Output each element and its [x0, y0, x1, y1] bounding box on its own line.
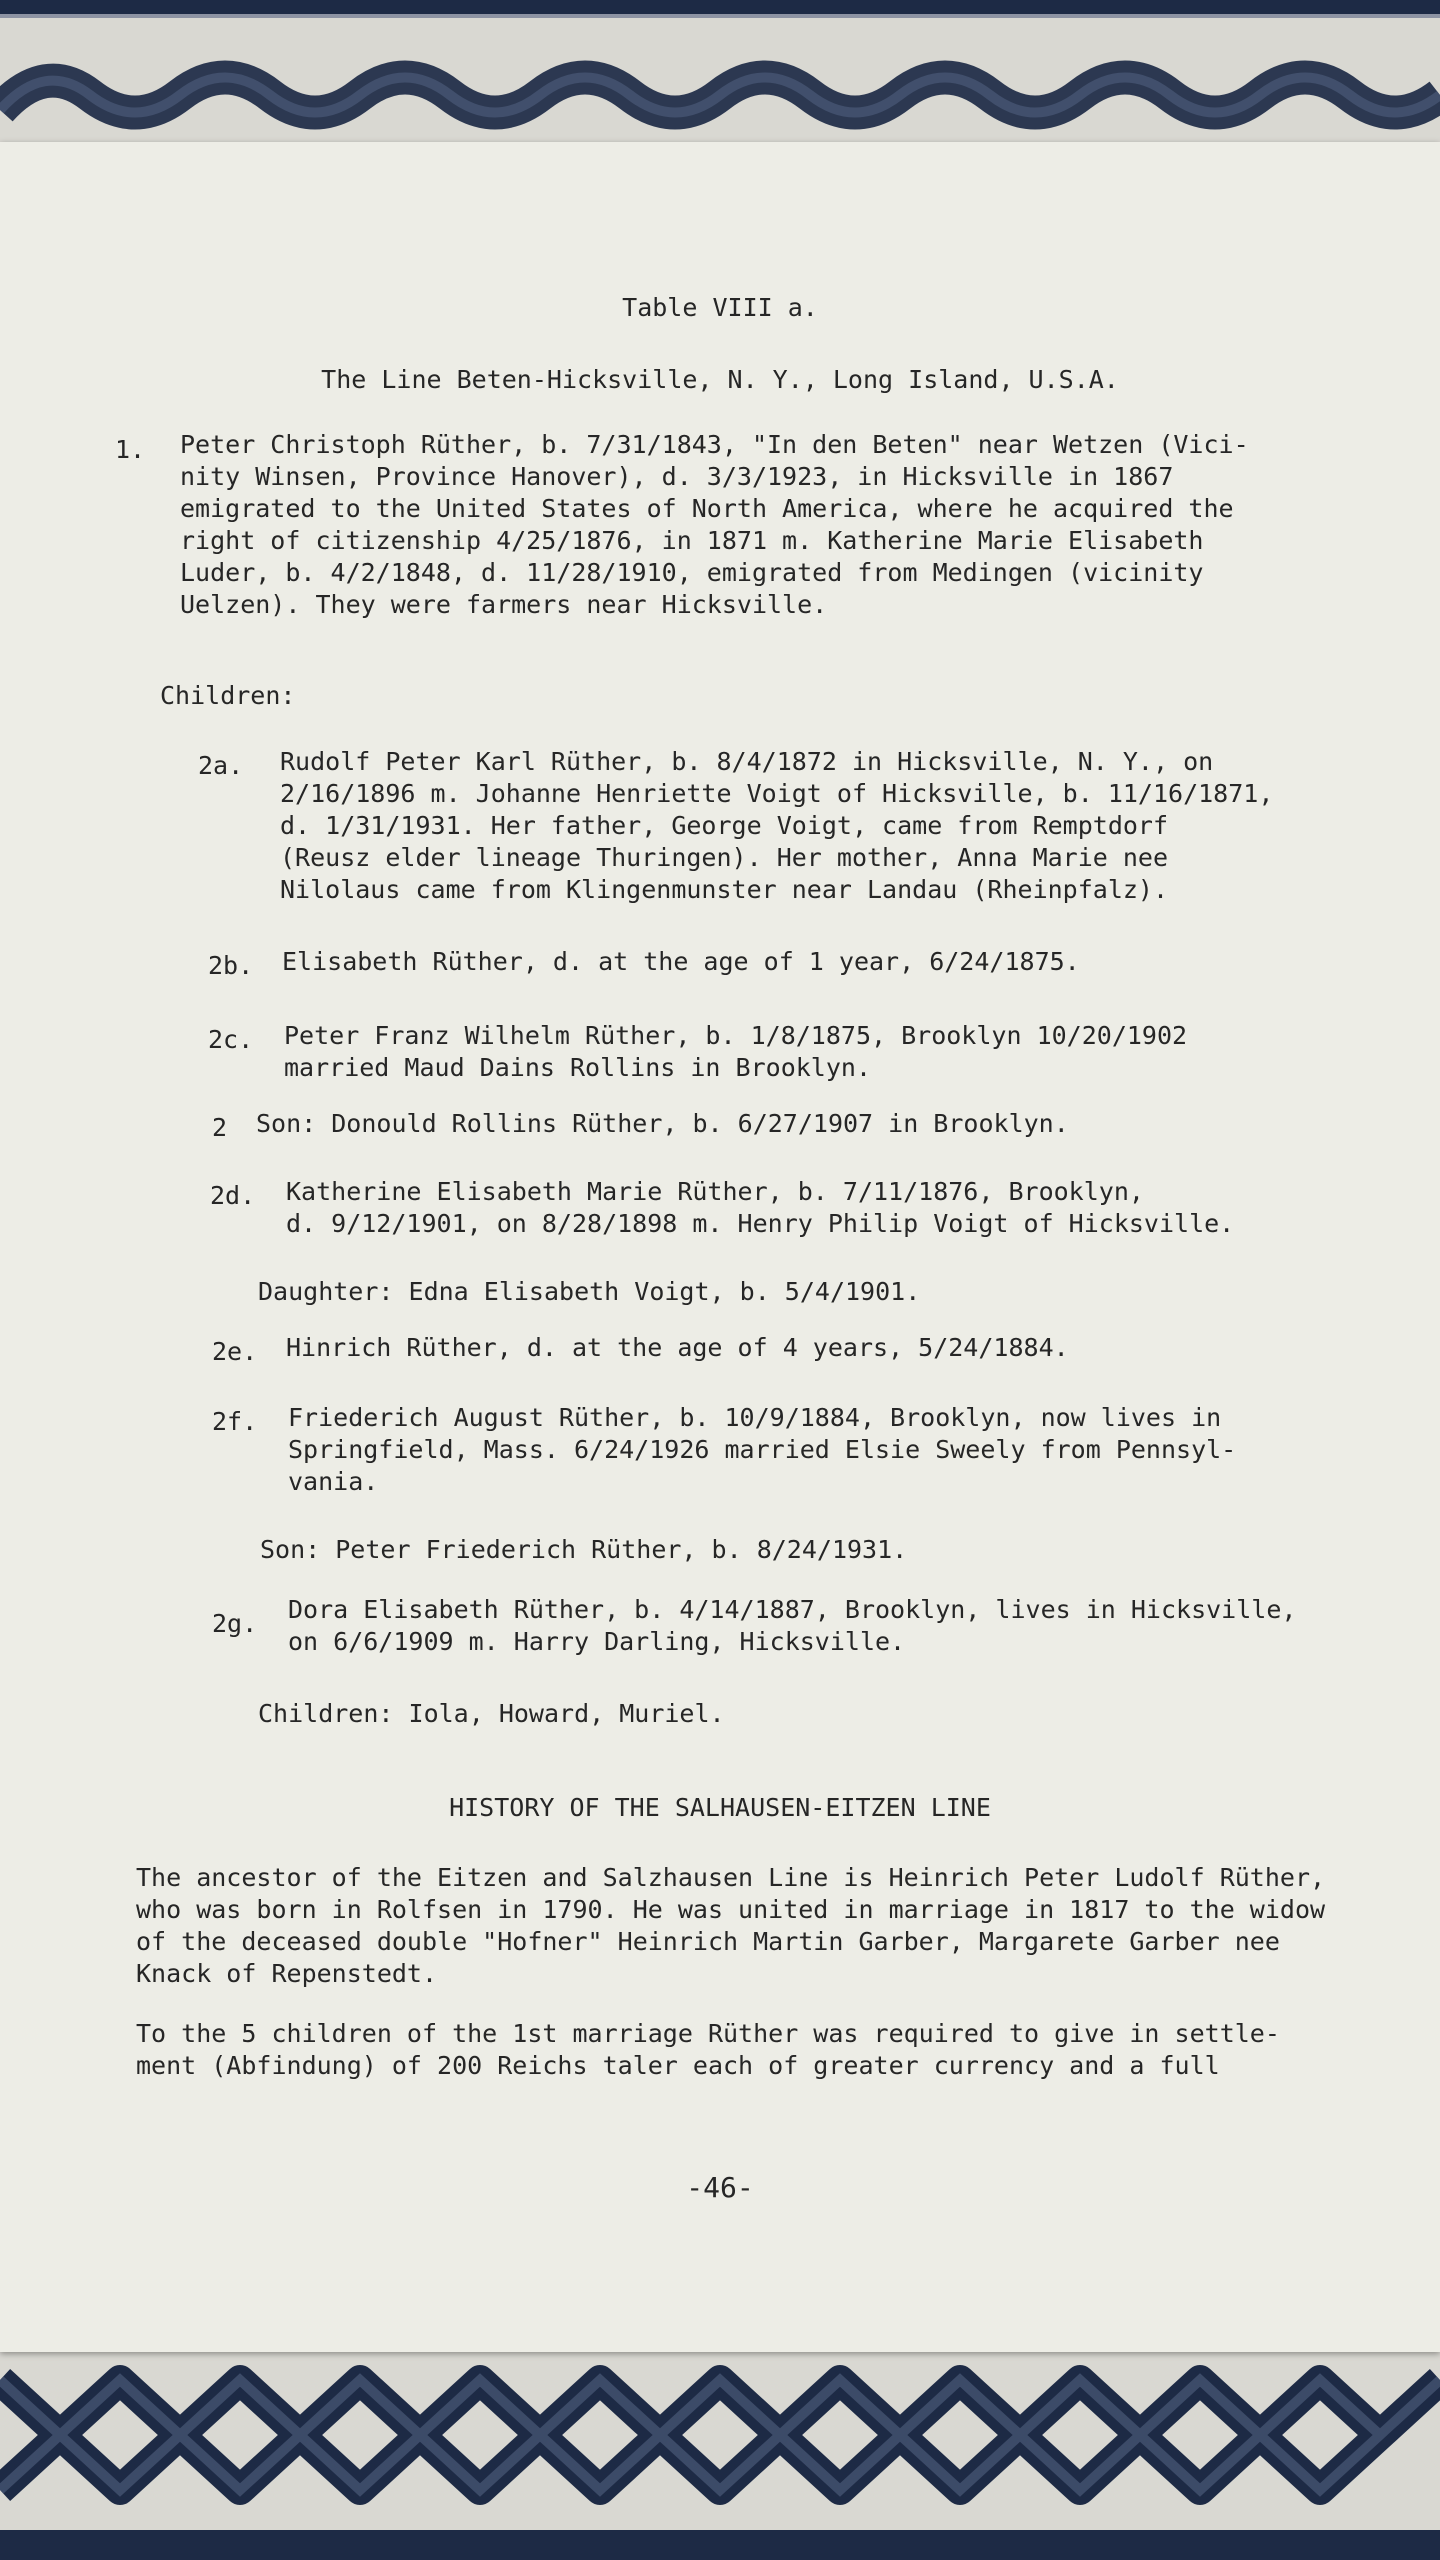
history-line: To the 5 children of the 1st marriage Rüther was required to give in settle-: [136, 2019, 1280, 2048]
entry-1-line: emigrated to the United States of North America, where he acquired the: [180, 494, 1234, 523]
entry-2a-number: 2a.: [198, 751, 244, 780]
entry-2f-line: Springfield, Mass. 6/24/1926 married Elsie Sweely from Pennsyl-: [288, 1435, 1237, 1464]
entry-2c-line: Peter Franz Wilhelm Rüther, b. 1/8/1875, Brooklyn 10/20/1902: [284, 1021, 1188, 1050]
daughter-2d-text: Daughter: Edna Elisabeth Voigt, b. 5/4/1901.: [258, 1277, 921, 1306]
entry-2b-text: [282, 946, 1080, 978]
entry-2a-line: (Reusz elder lineage Thuringen). Her mother, Anna Marie nee: [280, 843, 1169, 872]
page-number: -46-: [686, 2171, 754, 2204]
entry-1-line: right of citizenship 4/25/1876, in 1871 m. Katherine Marie Elisabeth: [180, 526, 1204, 555]
entry-1-line: Uelzen). They were farmers near Hicksville.: [180, 590, 828, 619]
entry-2d-number: 2d.: [210, 1181, 256, 1210]
entry-2a-line: Nilolaus came from Klingenmunster near Landau (Rheinpfalz).: [280, 875, 1169, 904]
history-paragraph-1: [136, 1862, 1325, 1990]
fabric-border-bottom: [0, 2340, 1440, 2560]
history-line: The ancestor of the Eitzen and Salzhausen Line is Heinrich Peter Ludolf Rüther,: [136, 1863, 1326, 1892]
entry-2c-text: [284, 1020, 1187, 1084]
section-heading: HISTORY OF THE SALHAUSEN-EITZEN LINE: [449, 1793, 991, 1822]
history-line: who was born in Rolfsen in 1790. He was united in marriage in 1817 to the widow: [136, 1895, 1326, 1924]
entry-1-line: Luder, b. 4/2/1848, d. 11/28/1910, emigrated from Medingen (vicinity: [180, 558, 1204, 587]
entry-2e-text: [286, 1332, 1069, 1364]
entry-2g-line: on 6/6/1909 m. Harry Darling, Hicksville.: [288, 1627, 906, 1656]
entry-2d-line: d. 9/12/1901, on 8/28/1898 m. Henry Philip Voigt of Hicksville.: [286, 1209, 1235, 1238]
entry-2f-text: [288, 1402, 1236, 1498]
son-2c-text: Son: Donould Rollins Rüther, b. 6/27/1907 in Brooklyn.: [256, 1109, 1069, 1138]
table-title: Table VIII a.: [622, 293, 818, 322]
line-subtitle: The Line Beten-Hicksville, N. Y., Long Island, U.S.A.: [321, 365, 1119, 394]
entry-2a-line: Rudolf Peter Karl Rüther, b. 8/4/1872 in Hicksville, N. Y., on: [280, 747, 1214, 776]
entry-1-line: Peter Christoph Rüther, b. 7/31/1843, "In den Beten" near Wetzen (Vici-: [180, 430, 1249, 459]
son-2c-number: 2: [212, 1113, 228, 1142]
entry-2b-line: Elisabeth Rüther, d. at the age of 1 year, 6/24/1875.: [282, 947, 1080, 976]
children-label: Children:: [160, 681, 296, 710]
history-paragraph-2: [136, 2018, 1280, 2082]
entry-2c-number: 2c.: [208, 1025, 254, 1054]
history-line: Knack of Repenstedt.: [136, 1959, 438, 1988]
entry-2a-line: d. 1/31/1931. Her father, George Voigt, came from Remptdorf: [280, 811, 1169, 840]
fabric-pattern-bottom: [0, 2340, 1440, 2560]
entry-2a-text: [280, 746, 1273, 906]
entry-2a-line: 2/16/1896 m. Johanne Henriette Voigt of Hicksville, b. 11/16/1871,: [280, 779, 1274, 808]
entry-2f-number: 2f.: [212, 1407, 258, 1436]
entry-2g-number: 2g.: [212, 1609, 258, 1638]
history-line: ment (Abfindung) of 200 Reichs taler each of greater currency and a full: [136, 2051, 1220, 2080]
entry-2b-number: 2b.: [208, 951, 254, 980]
entry-1-number: 1.: [115, 435, 146, 464]
entry-1-line: nity Winsen, Province Hanover), d. 3/3/1923, in Hicksville in 1867: [180, 462, 1174, 491]
document-page: [0, 142, 1440, 2352]
entry-2e-line: Hinrich Rüther, d. at the age of 4 years, 5/24/1884.: [286, 1333, 1069, 1362]
entry-2c-line: married Maud Dains Rollins in Brooklyn.: [284, 1053, 871, 1082]
son-2f-text: Son: Peter Friederich Rüther, b. 8/24/1931.: [260, 1535, 908, 1564]
history-line: of the deceased double "Hofner" Heinrich Martin Garber, Margarete Garber nee: [136, 1927, 1280, 1956]
entry-2f-line: Friederich August Rüther, b. 10/9/1884, Brooklyn, now lives in: [288, 1403, 1222, 1432]
entry-2f-line: vania.: [288, 1467, 379, 1496]
fabric-border-top: [0, 0, 1440, 160]
entry-2g-text: [288, 1594, 1296, 1658]
entry-2e-number: 2e.: [212, 1337, 258, 1366]
entry-2d-text: [286, 1176, 1234, 1240]
entry-2d-line: Katherine Elisabeth Marie Rüther, b. 7/11/1876, Brooklyn,: [286, 1177, 1144, 1206]
children-2g-text: Children: Iola, Howard, Muriel.: [258, 1699, 725, 1728]
entry-1-text: [180, 429, 1249, 621]
entry-2g-line: Dora Elisabeth Rüther, b. 4/14/1887, Brooklyn, lives in Hicksville,: [288, 1595, 1297, 1624]
fabric-pattern-top: [0, 0, 1440, 160]
